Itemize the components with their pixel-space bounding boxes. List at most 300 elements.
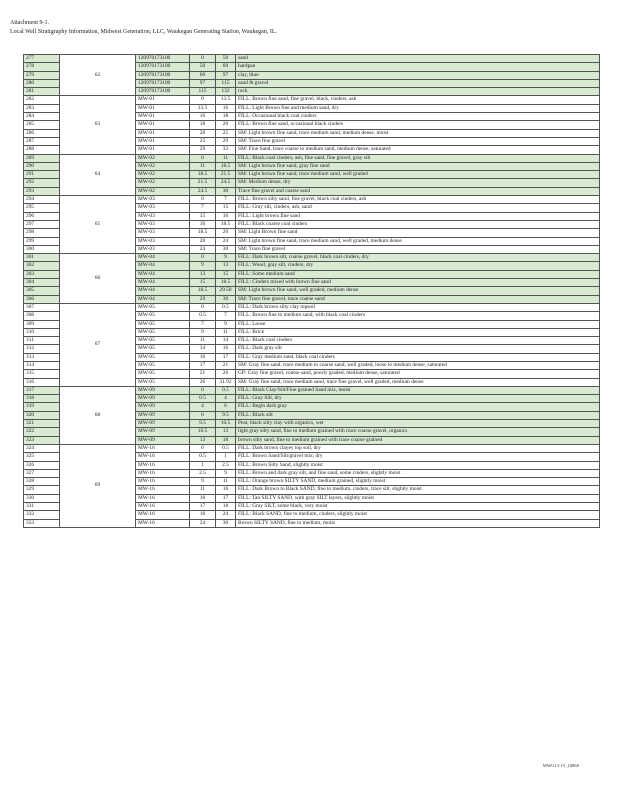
well-id-cell: MW-16	[136, 444, 190, 452]
lithology-description-cell: Peat, black silty clay with organics, wet	[236, 420, 600, 428]
depth-bottom-cell: 4	[216, 395, 236, 403]
lithology-description-cell: FILL: Gray silt, cinders, ash, sand	[236, 204, 600, 212]
depth-top-cell: 16	[190, 113, 216, 121]
depth-bottom-cell: 24	[216, 237, 236, 245]
lithology-description-cell: SM: Light brown fine sand, gray fine sand	[236, 162, 600, 170]
depth-top-cell: 16	[190, 353, 216, 361]
well-id-cell: MW-02	[136, 171, 190, 179]
depth-top-cell: 24	[190, 245, 216, 253]
lithology-description-cell: FILL: Black coarse coal cinders	[236, 220, 600, 228]
lithology-description-cell: FILL: Black SAND, fine to medium, cinders, slightly moist	[236, 511, 600, 519]
depth-bottom-cell: 11	[216, 328, 236, 336]
depth-bottom-cell: 6	[216, 403, 236, 411]
depth-bottom-cell: 18	[216, 113, 236, 121]
depth-top-cell: 18.5	[190, 171, 216, 179]
row-number-cell: 314	[24, 361, 60, 369]
depth-top-cell: 7	[190, 204, 216, 212]
group-number-cell: 68	[60, 386, 136, 444]
depth-top-cell: 17	[190, 361, 216, 369]
depth-top-cell: 17	[190, 503, 216, 511]
lithology-description-cell: FILL: Light brown fine sand	[236, 212, 600, 220]
well-id-cell: MW-01	[136, 121, 190, 129]
well-id-cell: MW-09	[136, 395, 190, 403]
well-id-cell: MW-02	[136, 179, 190, 187]
depth-bottom-cell: 17	[216, 494, 236, 502]
depth-top-cell: 4	[190, 403, 216, 411]
row-number-cell: 291	[24, 171, 60, 179]
depth-top-cell: 0	[190, 386, 216, 394]
lithology-description-cell: FILL: Brown fine sand, occasional black cinders	[236, 121, 600, 129]
well-id-cell: MW-16	[136, 511, 190, 519]
well-id-cell: MW-09	[136, 436, 190, 444]
depth-top-cell: 29	[190, 295, 216, 303]
stratigraphy-table	[23, 54, 600, 528]
depth-top-cell: 11	[190, 486, 216, 494]
row-number-cell: 317	[24, 386, 60, 394]
well-id-cell: MW-05	[136, 303, 190, 311]
row-number-cell: 322	[24, 428, 60, 436]
lithology-description-cell: SM: Trace fine gravel	[236, 137, 600, 145]
well-id-cell: MW-03	[136, 220, 190, 228]
row-number-cell: 320	[24, 411, 60, 419]
lithology-description-cell: FILL: Wood, gray silt, cinders, dry	[236, 262, 600, 270]
table-row	[24, 55, 600, 63]
row-number-cell: 293	[24, 187, 60, 195]
depth-top-cell: 0.5	[190, 312, 216, 320]
depth-bottom-cell: 1	[216, 453, 236, 461]
lithology-description-cell: SM: Trace fine gravel, trace coarse sand	[236, 295, 600, 303]
lithology-description-cell: GP: Gray fine gravel, coarse sand, poorly graded, medium dense, saturated	[236, 370, 600, 378]
well-id-cell: MW-04	[136, 262, 190, 270]
well-id-cell: 120970173100	[136, 79, 190, 87]
row-number-cell: 292	[24, 179, 60, 187]
lithology-description-cell: FILL: Dark brown silt, coarse gravel, black coal cinders, dry	[236, 254, 600, 262]
well-id-cell: MW-03	[136, 212, 190, 220]
depth-bottom-cell: 16	[216, 345, 236, 353]
row-number-cell: 333	[24, 519, 60, 527]
row-number-cell: 328	[24, 478, 60, 486]
lithology-description-cell: FILL: Occasional black coal cinders	[236, 113, 600, 121]
lithology-description-cell: FILL: Tan SILTY SAND, with gray SILT layers, slightly moist	[236, 494, 600, 502]
lithology-description-cell: FILL: Some medium sand	[236, 270, 600, 278]
depth-bottom-cell: 50	[216, 55, 236, 63]
row-number-cell: 289	[24, 154, 60, 162]
well-id-cell: MW-16	[136, 494, 190, 502]
row-number-cell: 318	[24, 395, 60, 403]
depth-top-cell: 10.5	[190, 428, 216, 436]
row-number-cell: 307	[24, 303, 60, 311]
depth-bottom-cell: 18.5	[216, 162, 236, 170]
row-number-cell: 301	[24, 254, 60, 262]
well-id-cell: MW-05	[136, 345, 190, 353]
depth-top-cell: 0	[190, 303, 216, 311]
row-number-cell: 286	[24, 129, 60, 137]
depth-bottom-cell: 31.92	[216, 378, 236, 386]
well-id-cell: MW-01	[136, 137, 190, 145]
depth-bottom-cell: 16	[216, 104, 236, 112]
depth-bottom-cell: 16	[216, 212, 236, 220]
lithology-description-cell: FILL: Gray SILT, some black, very moist	[236, 503, 600, 511]
row-number-cell: 306	[24, 295, 60, 303]
row-number-cell: 297	[24, 220, 60, 228]
lithology-description-cell: FILL: Loose	[236, 320, 600, 328]
depth-top-cell: 9	[190, 478, 216, 486]
depth-top-cell: 26	[190, 378, 216, 386]
well-id-cell: MW-02	[136, 162, 190, 170]
lithology-description-cell: SM: Light brown fine sand, trace medium sand, medium dense, moist	[236, 129, 600, 137]
lithology-description-cell: FILL: Black coal cinders, ash, fine sand, fine gravel, gray silt	[236, 154, 600, 162]
depth-top-cell: 0.5	[190, 453, 216, 461]
depth-top-cell: 13	[190, 436, 216, 444]
lithology-description-cell: Trace fine gravel and coarse sand	[236, 187, 600, 195]
well-id-cell: MW-03	[136, 237, 190, 245]
group-number-cell: 64	[60, 154, 136, 195]
lithology-description-cell: FILL: Gray Silt, dry	[236, 395, 600, 403]
depth-bottom-cell: 20	[216, 121, 236, 129]
lithology-description-cell: SM: Light Brown fine sand	[236, 229, 600, 237]
row-number-cell: 308	[24, 312, 60, 320]
depth-top-cell: 9.5	[190, 420, 216, 428]
lithology-description-cell: brown silty sand, fine to medium grained with trace coarse grained	[236, 436, 600, 444]
lithology-description-cell: FILL: Brown silty sand, fine gravel, black coal cinders, ash	[236, 196, 600, 204]
well-id-cell: MW-03	[136, 245, 190, 253]
well-id-cell: MW-04	[136, 270, 190, 278]
well-id-cell: MW-04	[136, 279, 190, 287]
group-number-cell: 66	[60, 254, 136, 304]
well-id-cell: MW-03	[136, 204, 190, 212]
lithology-description-cell: FILL: Dark Brown to Black SAND, fine to medium, cinders, trace silt, slightly moist	[236, 486, 600, 494]
lithology-description-cell: sand	[236, 55, 600, 63]
row-number-cell: 284	[24, 113, 60, 121]
row-number-cell: 324	[24, 444, 60, 452]
lithology-description-cell: FILL: Brown Sand/Silt/gravel mix, dry	[236, 453, 600, 461]
depth-top-cell: 15	[190, 279, 216, 287]
row-number-cell: 285	[24, 121, 60, 129]
well-id-cell: MW-02	[136, 187, 190, 195]
table-row	[24, 444, 600, 452]
depth-bottom-cell: 30	[216, 187, 236, 195]
depth-bottom-cell: 30	[216, 245, 236, 253]
well-id-cell: MW-01	[136, 146, 190, 154]
depth-top-cell: 21.5	[190, 179, 216, 187]
well-id-cell: MW-16	[136, 453, 190, 461]
lithology-description-cell: FILL: Cinders mixed with brown fine sand	[236, 279, 600, 287]
depth-bottom-cell: 24	[216, 511, 236, 519]
row-number-cell: 309	[24, 320, 60, 328]
depth-bottom-cell: 25	[216, 129, 236, 137]
depth-bottom-cell: 30	[216, 295, 236, 303]
lithology-description-cell: FILL: Black coal cinders	[236, 337, 600, 345]
lithology-description-cell: FILL: Gray medium sand, black coal cinders	[236, 353, 600, 361]
depth-top-cell: 13.5	[190, 104, 216, 112]
depth-bottom-cell: 16	[216, 486, 236, 494]
well-id-cell: MW-05	[136, 328, 190, 336]
depth-top-cell: 0.5	[190, 395, 216, 403]
row-number-cell: 310	[24, 328, 60, 336]
row-number-cell: 304	[24, 279, 60, 287]
depth-bottom-cell: 21	[216, 361, 236, 369]
depth-bottom-cell: 11	[216, 154, 236, 162]
row-number-cell: 299	[24, 237, 60, 245]
depth-top-cell: 18.5	[190, 229, 216, 237]
well-id-cell: 120970173100	[136, 55, 190, 63]
row-number-cell: 303	[24, 270, 60, 278]
well-id-cell: MW-05	[136, 353, 190, 361]
row-number-cell: 319	[24, 403, 60, 411]
row-number-cell: 295	[24, 204, 60, 212]
row-number-cell: 330	[24, 494, 60, 502]
row-number-cell: 311	[24, 337, 60, 345]
depth-top-cell: 25	[190, 137, 216, 145]
well-id-cell: MW-16	[136, 469, 190, 477]
row-number-cell: 278	[24, 63, 60, 71]
depth-top-cell: 20	[190, 129, 216, 137]
depth-bottom-cell: 0.5	[216, 386, 236, 394]
row-number-cell: 287	[24, 137, 60, 145]
well-id-cell: MW-05	[136, 378, 190, 386]
well-id-cell: MW-09	[136, 428, 190, 436]
well-id-cell: MW-01	[136, 113, 190, 121]
well-id-cell: MW-03	[136, 196, 190, 204]
lithology-description-cell: FILL: Brown fine to medium sand, with black coal cinders	[236, 312, 600, 320]
depth-top-cell: 0	[190, 254, 216, 262]
depth-top-cell: 13	[190, 270, 216, 278]
depth-bottom-cell: 26	[216, 370, 236, 378]
lithology-description-cell: FILL: Orange brown SILTY SAND, medium grained, slightly moist	[236, 478, 600, 486]
row-number-cell: 305	[24, 287, 60, 295]
document-title: Local Well Stratigraphy Information, Midwest Generation, LLC, Waukegan Generating Station, Waukegan, IL.	[10, 29, 277, 35]
row-number-cell: 294	[24, 196, 60, 204]
depth-bottom-cell: 11	[216, 478, 236, 486]
depth-bottom-cell: 14	[216, 337, 236, 345]
row-number-cell: 325	[24, 453, 60, 461]
row-number-cell: 277	[24, 55, 60, 63]
row-number-cell: 312	[24, 345, 60, 353]
lithology-description-cell: FILL: Light Brown fine and medium sand, dry	[236, 104, 600, 112]
depth-bottom-cell: 132	[216, 88, 236, 96]
well-id-cell: MW-01	[136, 104, 190, 112]
group-number-cell: 62	[60, 55, 136, 96]
table-row	[24, 386, 600, 394]
lithology-description-cell: SM: Light brown fine sand, trace medium sand, well graded, medium dense	[236, 237, 600, 245]
depth-bottom-cell: 7	[216, 196, 236, 204]
depth-bottom-cell: 18	[216, 503, 236, 511]
well-id-cell: MW-09	[136, 403, 190, 411]
well-id-cell: MW-05	[136, 370, 190, 378]
lithology-description-cell: SM: Medium dense, dry	[236, 179, 600, 187]
depth-top-cell: 16	[190, 494, 216, 502]
depth-bottom-cell: 60	[216, 63, 236, 71]
row-number-cell: 331	[24, 503, 60, 511]
row-number-cell: 300	[24, 245, 60, 253]
group-number-cell: 65	[60, 196, 136, 254]
lithology-description-cell: SM: Gray fine sand, trace medium sand, trace fine gravel, well graded, medium dense	[236, 378, 600, 386]
depth-top-cell: 14	[190, 345, 216, 353]
well-id-cell: MW-05	[136, 337, 190, 345]
depth-bottom-cell: 13	[216, 262, 236, 270]
well-id-cell: MW-04	[136, 287, 190, 295]
table-row	[24, 196, 600, 204]
depth-top-cell: 18.5	[190, 287, 216, 295]
row-number-cell: 316	[24, 378, 60, 386]
depth-bottom-cell: 29	[216, 137, 236, 145]
depth-bottom-cell: 32	[216, 146, 236, 154]
depth-top-cell: 0	[190, 96, 216, 104]
depth-bottom-cell: 15	[216, 270, 236, 278]
depth-bottom-cell: 97	[216, 71, 236, 79]
well-id-cell: MW-04	[136, 254, 190, 262]
depth-top-cell: 60	[190, 71, 216, 79]
lithology-description-cell: Brown SILTY SAND, fine to medium, moist	[236, 519, 600, 527]
row-number-cell: 296	[24, 212, 60, 220]
depth-bottom-cell: 9	[216, 469, 236, 477]
row-number-cell: 323	[24, 436, 60, 444]
lithology-description-cell: FILL: Black silt	[236, 411, 600, 419]
row-number-cell: 313	[24, 353, 60, 361]
row-number-cell: 302	[24, 262, 60, 270]
depth-top-cell: 0	[190, 196, 216, 204]
depth-bottom-cell: 0.5	[216, 444, 236, 452]
lithology-description-cell: FILL: Dark brown silty clay topsoil	[236, 303, 600, 311]
well-id-cell: MW-16	[136, 461, 190, 469]
table-row	[24, 96, 600, 104]
row-number-cell: 283	[24, 104, 60, 112]
well-id-cell: MW-05	[136, 312, 190, 320]
well-id-cell: MW-01	[136, 129, 190, 137]
row-number-cell: 280	[24, 79, 60, 87]
depth-top-cell: 1	[190, 461, 216, 469]
row-number-cell: 327	[24, 469, 60, 477]
row-number-cell: 315	[24, 370, 60, 378]
lithology-description-cell: SM: Light brown fine sand, trace medium sand, well graded	[236, 171, 600, 179]
well-id-cell: MW-09	[136, 386, 190, 394]
depth-top-cell: 16	[190, 220, 216, 228]
depth-top-cell: 50	[190, 63, 216, 71]
depth-top-cell: 18	[190, 121, 216, 129]
group-number-cell: 69	[60, 444, 136, 527]
well-id-cell: MW-09	[136, 420, 190, 428]
depth-bottom-cell: 9	[216, 320, 236, 328]
depth-bottom-cell: 24.5	[216, 179, 236, 187]
well-id-cell: MW-01	[136, 96, 190, 104]
depth-bottom-cell: 18.5	[216, 220, 236, 228]
depth-top-cell: 9	[190, 262, 216, 270]
well-id-cell: MW-16	[136, 503, 190, 511]
depth-bottom-cell: 115	[216, 79, 236, 87]
depth-bottom-cell: 18.5	[216, 279, 236, 287]
well-id-cell: 120970173100	[136, 71, 190, 79]
lithology-description-cell: SM: Fine Sand, trace coarse to medium sand, medium dense, saturated	[236, 146, 600, 154]
depth-top-cell: 0	[190, 154, 216, 162]
table-row	[24, 154, 600, 162]
depth-bottom-cell: 13	[216, 428, 236, 436]
row-number-cell: 281	[24, 88, 60, 96]
lithology-description-cell: SM: Trace fine gravel	[236, 245, 600, 253]
well-id-cell: MW-05	[136, 361, 190, 369]
depth-bottom-cell: 13.5	[216, 96, 236, 104]
well-id-cell: 120970173100	[136, 88, 190, 96]
depth-bottom-cell: 9	[216, 254, 236, 262]
lithology-description-cell: FILL: Brown Silty Sand, slightly moist	[236, 461, 600, 469]
depth-top-cell: 29	[190, 146, 216, 154]
depth-top-cell: 115	[190, 88, 216, 96]
lithology-description-cell: FILL: Dark gray silt	[236, 345, 600, 353]
depth-top-cell: 15	[190, 212, 216, 220]
group-number-cell: 63	[60, 96, 136, 154]
depth-top-cell: 21	[190, 370, 216, 378]
lithology-description-cell: SM: Light brown fine sand, well graded, medium dense	[236, 287, 600, 295]
group-number-cell: 67	[60, 303, 136, 386]
well-id-cell: MW-05	[136, 320, 190, 328]
depth-bottom-cell: 7	[216, 312, 236, 320]
document-id: MWG13-15_10860	[542, 763, 579, 768]
table-row	[24, 303, 600, 311]
well-id-cell: MW-02	[136, 154, 190, 162]
row-number-cell: 321	[24, 420, 60, 428]
depth-bottom-cell: 30	[216, 519, 236, 527]
lithology-description-cell: FILL: Begin dark gray	[236, 403, 600, 411]
lithology-description-cell: sand & gravel	[236, 79, 600, 87]
row-number-cell: 282	[24, 96, 60, 104]
depth-bottom-cell: 9.5	[216, 411, 236, 419]
depth-top-cell: 97	[190, 79, 216, 87]
lithology-description-cell: FILL: Dark brown clayey top soil, dry	[236, 444, 600, 452]
depth-top-cell: 24	[190, 519, 216, 527]
row-number-cell: 279	[24, 71, 60, 79]
depth-bottom-cell: 2.5	[216, 461, 236, 469]
lithology-description-cell: hardpan	[236, 63, 600, 71]
depth-top-cell: 20	[190, 237, 216, 245]
lithology-description-cell: rock	[236, 88, 600, 96]
well-id-cell: 120970173100	[136, 63, 190, 71]
depth-bottom-cell: 10.5	[216, 420, 236, 428]
table-row	[24, 254, 600, 262]
depth-bottom-cell: 20	[216, 229, 236, 237]
depth-top-cell: 0	[190, 444, 216, 452]
row-number-cell: 332	[24, 511, 60, 519]
lithology-description-cell: light gray silty sand, fine to medium grained with trace coarse gravel, organics	[236, 428, 600, 436]
row-number-cell: 326	[24, 461, 60, 469]
row-number-cell: 298	[24, 229, 60, 237]
depth-bottom-cell: 18	[216, 436, 236, 444]
depth-bottom-cell: 0.5	[216, 303, 236, 311]
attachment-label: Attachment 9-1.	[10, 20, 49, 26]
lithology-description-cell: FILL: Black Clay/Silt/Fine grained Sand mix, moist	[236, 386, 600, 394]
row-number-cell: 288	[24, 146, 60, 154]
well-id-cell: MW-09	[136, 411, 190, 419]
depth-top-cell: 6	[190, 411, 216, 419]
depth-top-cell: 2.5	[190, 469, 216, 477]
depth-top-cell: 9	[190, 328, 216, 336]
depth-top-cell: 24.5	[190, 187, 216, 195]
depth-bottom-cell: 15	[216, 204, 236, 212]
well-id-cell: MW-03	[136, 229, 190, 237]
well-id-cell: MW-16	[136, 478, 190, 486]
lithology-description-cell: FILL: Brown and dark gray silt, and fine sand, some cinders, slightly moist	[236, 469, 600, 477]
lithology-description-cell: clay, blue	[236, 71, 600, 79]
lithology-description-cell: SM: Gray fine sand, trace medium to coarse sand, well graded, loose to medium dense, saturated	[236, 361, 600, 369]
depth-bottom-cell: 21.5	[216, 171, 236, 179]
well-id-cell: MW-16	[136, 519, 190, 527]
row-number-cell: 329	[24, 486, 60, 494]
well-id-cell: MW-16	[136, 486, 190, 494]
depth-bottom-cell: 29.58	[216, 287, 236, 295]
row-number-cell: 290	[24, 162, 60, 170]
depth-top-cell: 11	[190, 162, 216, 170]
depth-bottom-cell: 17	[216, 353, 236, 361]
well-id-cell: MW-04	[136, 295, 190, 303]
lithology-description-cell: FILL: Brown fine sand, fine gravel, black, cinders, ash	[236, 96, 600, 104]
